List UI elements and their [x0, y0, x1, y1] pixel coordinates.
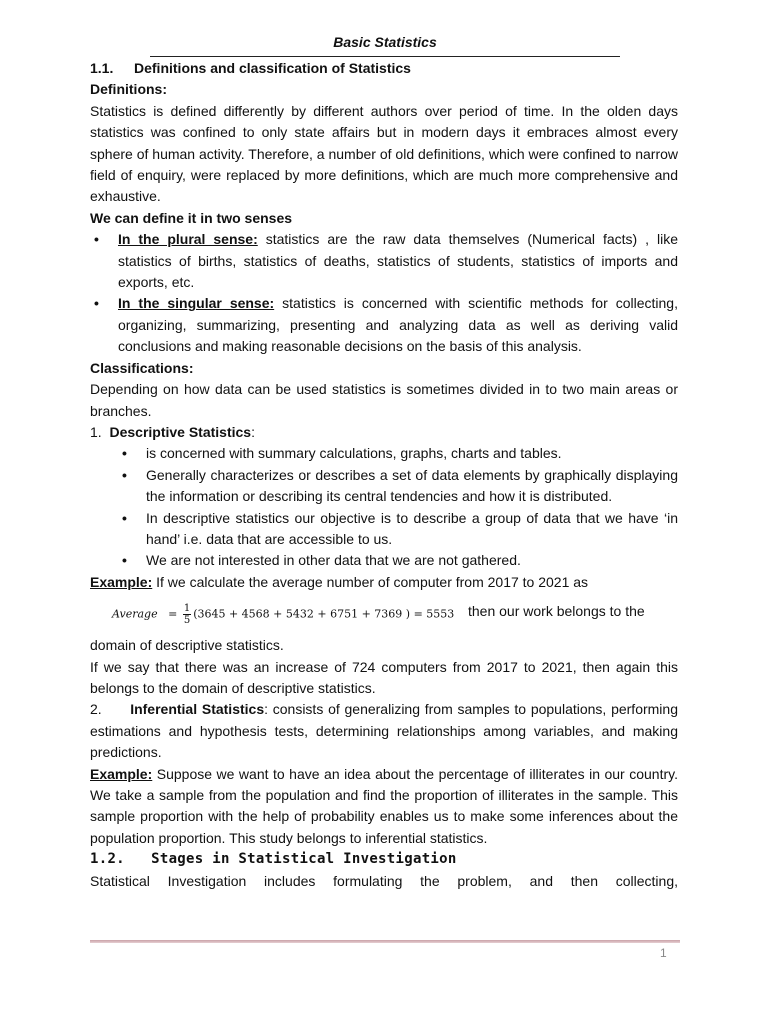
definitions-paragraph: Statistics is defined differently by different authors over period of time. In the olden days statistics was confined to only state affairs but in modern days it embraces almost every sphere of human activity. Therefore, a number of old definitions, which were confined to narrow field of enquiry, were replaced by more definitions, which are much more comprehensive and exhaustive.	[90, 102, 678, 205]
bullet-dot-icon: •	[94, 295, 99, 312]
section-title: Definitions and classification of Statistics	[134, 60, 411, 76]
formula-tail-text: then our work belongs to the	[468, 603, 645, 620]
example2-paragraph	[90, 764, 678, 850]
descriptive-label: Descriptive Statistics	[109, 423, 252, 440]
footer-rule	[90, 940, 680, 943]
document-body	[90, 58, 678, 892]
fraction-denominator: 5	[183, 615, 191, 627]
descriptive-number: 1.	[90, 423, 102, 440]
section-number: 1.1.	[90, 60, 114, 76]
descriptive-bullet	[118, 443, 678, 464]
formula-fraction	[183, 603, 191, 626]
example-text: If we calculate the average number of computer from 2017 to 2021 as	[152, 573, 589, 590]
second-example-text: If we say that there was an increase of 724 computers from 2017 to 2021, then again this belongs to the domain of descriptive statistics.	[90, 658, 678, 696]
example-label: Example:	[90, 573, 153, 590]
singular-sense-text: statistics is concerned with scientific methods for collecting, organizing, summarizing, presenting and analyzing data as well as deriving valid conclusions and making reasonable decisions on the basis of this analysis.	[118, 295, 678, 355]
descriptive-statistics-item	[90, 422, 678, 443]
inferential-statistics-item	[78, 699, 678, 763]
descriptive-bullet	[118, 508, 678, 551]
descriptive-bullet	[118, 550, 678, 571]
singular-sense-label: In the singular sense:	[118, 295, 275, 312]
bullet-dot-icon: •	[122, 466, 127, 483]
formula-equals: =	[168, 607, 178, 621]
descriptive-example	[90, 572, 678, 593]
example2-text: Suppose we want to have an idea about the percentage of illiterates in our country. We take a sample from the population and find the proportion of illiterates in the sample. This sample proportion with the help of probability enables us to make some inferences about the population proportion. This study belongs to inferential statistics.	[90, 765, 678, 846]
section2-number: 1.2.	[90, 851, 125, 868]
descriptive-colon: :	[251, 423, 255, 440]
section2-text: Statistical Investigation includes formulating the problem, and then collecting,	[90, 872, 678, 889]
classifications-heading: Classifications:	[90, 359, 194, 376]
bullet-singular-sense	[90, 293, 678, 357]
bullet-dot-icon: •	[122, 509, 127, 526]
inferential-text: : consists of generalizing from samples to populations, performing estimations and hypothesis tests, determining relationships among variables, and making predictions.	[90, 701, 678, 761]
section-heading-1-1	[90, 58, 678, 79]
senses-heading: We can define it in two senses	[90, 209, 293, 226]
definitions-heading: Definitions:	[90, 81, 167, 98]
after-formula-text: domain of descriptive statistics.	[90, 637, 284, 654]
formula-lhs: Average	[112, 607, 158, 621]
formula-body: (3645 + 4568 + 5432 + 6751 + 7369 ) = 5553	[193, 607, 455, 621]
bullet-dot-icon: •	[94, 231, 99, 248]
descriptive-bullet-text: We are not interested in other data that we are not gathered.	[146, 552, 521, 569]
descriptive-bullet-text: is concerned with summary calculations, graphs, charts and tables.	[146, 445, 562, 462]
descriptive-bullet	[118, 465, 678, 508]
descriptive-bullet-text: Generally characterizes or describes a set of data elements by graphically displaying the information or describing its central tendencies and how it is distributed.	[146, 466, 678, 505]
bullet-plural-sense	[90, 229, 678, 293]
inferential-label: Inferential Statistics	[130, 701, 265, 718]
bullet-dot-icon: •	[122, 552, 127, 569]
descriptive-bullet-text: In descriptive statistics our objective is to describe a group of data that we have ‘in hand’ i.e. data that are accessible to us.	[146, 509, 678, 547]
section-heading-1-2	[90, 849, 678, 870]
bullet-dot-icon: •	[122, 445, 127, 462]
average-formula	[112, 603, 454, 626]
page-number: 1	[660, 946, 667, 960]
running-header-title: Basic Statistics	[333, 34, 437, 50]
example2-label: Example:	[90, 765, 153, 782]
header-rule	[150, 56, 620, 57]
average-formula-row	[112, 593, 678, 635]
plural-sense-label: In the plural sense:	[118, 231, 258, 248]
classifications-intro: Depending on how data can be used statistics is sometimes divided in to two main areas or branches.	[90, 381, 678, 419]
plural-sense-text: statistics are the raw data themselves (Numerical facts) , like statistics of births, statistics of deaths, statistics of students, statistics of imports and exports, etc.	[118, 231, 679, 291]
fraction-numerator: 1	[183, 603, 191, 615]
section2-title: Stages in Statistical Investigation	[151, 851, 457, 868]
inferential-number: 2.	[90, 701, 102, 718]
